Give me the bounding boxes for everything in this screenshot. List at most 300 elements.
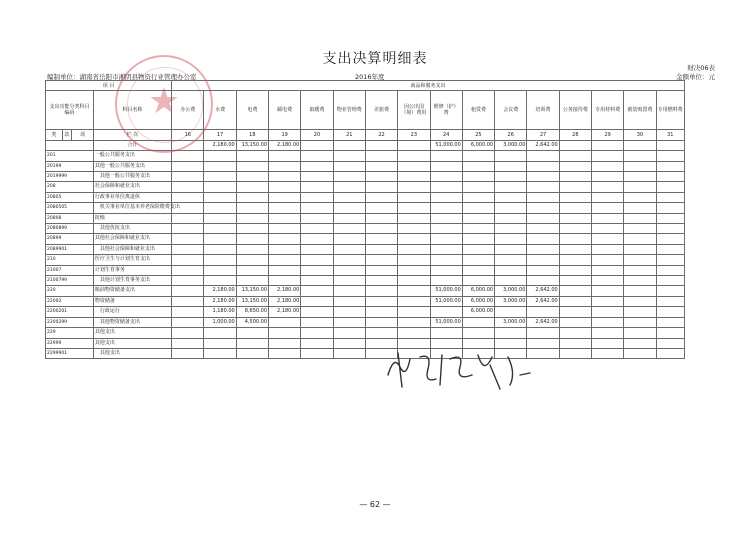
row-code: 2200299: [46, 317, 94, 327]
row-value: [333, 151, 365, 161]
row-value: 2,180.00: [204, 296, 236, 306]
col-num: 21: [333, 130, 365, 140]
row-value: [204, 224, 236, 234]
table-row: [46, 151, 685, 161]
col-num: 17: [204, 130, 236, 140]
table-row: [46, 213, 685, 223]
row-value: [527, 276, 559, 286]
row-value: [656, 265, 684, 275]
row-name: 其他支出: [93, 348, 171, 358]
header-kind: 类: [46, 130, 63, 140]
row-value: [365, 140, 397, 150]
col-num: 29: [591, 130, 623, 140]
row-value: [462, 276, 494, 286]
row-value: [430, 265, 462, 275]
row-value: 8,650.00: [236, 307, 268, 317]
row-name: 其他优抚支出: [93, 224, 171, 234]
row-value: [236, 224, 268, 234]
row-name: 其他一般公共服务支出: [93, 172, 171, 182]
row-value: [204, 234, 236, 244]
row-value: [333, 286, 365, 296]
row-value: [204, 276, 236, 286]
row-value: [591, 140, 623, 150]
row-value: [495, 265, 527, 275]
row-value: [172, 338, 204, 348]
row-value: [398, 172, 430, 182]
row-value: [365, 328, 397, 338]
row-value: [430, 192, 462, 202]
row-value: [430, 151, 462, 161]
row-value: [559, 317, 591, 327]
row-value: [624, 203, 656, 213]
row-value: [624, 151, 656, 161]
row-value: [333, 296, 365, 306]
row-value: [398, 161, 430, 171]
row-value: [591, 244, 623, 254]
row-value: [624, 172, 656, 182]
row-value: [462, 255, 494, 265]
row-value: [495, 307, 527, 317]
row-value: [269, 244, 301, 254]
row-value: [172, 234, 204, 244]
table-row: [46, 265, 685, 275]
row-value: [365, 317, 397, 327]
row-value: [301, 151, 333, 161]
row-value: [204, 213, 236, 223]
row-value: [527, 172, 559, 182]
row-value: [204, 244, 236, 254]
row-name: 机关事业单位基本养老保险缴费支出: [93, 203, 171, 213]
row-value: [204, 182, 236, 192]
row-value: [495, 234, 527, 244]
row-value: [398, 317, 430, 327]
row-value: [204, 151, 236, 161]
row-value: [301, 161, 333, 171]
row-code: 220: [46, 286, 94, 296]
row-value: [624, 244, 656, 254]
row-value: 2,642.00: [527, 296, 559, 306]
row-value: [269, 265, 301, 275]
row-value: [365, 161, 397, 171]
row-value: [365, 244, 397, 254]
row-value: [591, 296, 623, 306]
row-value: 51,000.00: [430, 286, 462, 296]
row-value: [559, 276, 591, 286]
row-value: [301, 328, 333, 338]
row-code: [46, 140, 94, 150]
table-row: [46, 192, 685, 202]
row-value: [495, 203, 527, 213]
row-code: 2019999: [46, 172, 94, 182]
row-value: [398, 224, 430, 234]
row-value: [624, 317, 656, 327]
row-name: 其他支出: [93, 338, 171, 348]
row-value: [591, 276, 623, 286]
row-value: [559, 296, 591, 306]
row-value: [624, 328, 656, 338]
header-c-meeting: 会议费: [495, 91, 527, 130]
row-value: [172, 151, 204, 161]
row-value: 6,000.00: [462, 286, 494, 296]
row-value: [527, 192, 559, 202]
row-value: [527, 265, 559, 275]
row-value: [591, 172, 623, 182]
row-value: [236, 203, 268, 213]
table-body: [46, 140, 685, 359]
row-code: 229: [46, 328, 94, 338]
row-value: [656, 348, 684, 358]
header-c-power: 电费: [236, 91, 268, 130]
row-value: [333, 338, 365, 348]
header-code: 支出功能分类科目编码: [46, 91, 94, 130]
row-value: [172, 224, 204, 234]
row-value: [172, 296, 204, 306]
row-value: [624, 348, 656, 358]
row-value: [301, 213, 333, 223]
row-value: [559, 348, 591, 358]
row-value: [462, 192, 494, 202]
row-value: [301, 348, 333, 358]
row-name: 其他社会保障和就业支出: [93, 234, 171, 244]
row-code: 2080899: [46, 224, 94, 234]
row-value: [559, 244, 591, 254]
row-value: [430, 203, 462, 213]
row-value: [591, 286, 623, 296]
row-value: [301, 307, 333, 317]
row-value: [172, 213, 204, 223]
row-value: [365, 296, 397, 306]
col-num: 20: [301, 130, 333, 140]
table-row: [46, 328, 685, 338]
row-value: [591, 348, 623, 358]
row-value: 2,180.00: [269, 286, 301, 296]
col-num: 18: [236, 130, 268, 140]
table-row: [46, 203, 685, 213]
row-value: [269, 224, 301, 234]
row-value: [236, 182, 268, 192]
row-value: [591, 224, 623, 234]
row-code: 2089901: [46, 244, 94, 254]
row-value: [236, 276, 268, 286]
row-value: [591, 182, 623, 192]
row-value: [333, 328, 365, 338]
row-value: [204, 161, 236, 171]
col-num: 23: [398, 130, 430, 140]
row-value: [333, 213, 365, 223]
row-value: [656, 328, 684, 338]
row-value: [204, 338, 236, 348]
header-goods: 商品和服务支出: [172, 81, 685, 91]
row-value: [172, 244, 204, 254]
row-value: [204, 192, 236, 202]
row-value: [591, 213, 623, 223]
row-value: [236, 192, 268, 202]
row-value: [333, 203, 365, 213]
row-value: [430, 276, 462, 286]
row-code: 201: [46, 151, 94, 161]
row-value: [269, 161, 301, 171]
header-c-abroad: 因公出国（境）费用: [398, 91, 430, 130]
row-value: [172, 255, 204, 265]
row-value: [430, 161, 462, 171]
row-value: [301, 265, 333, 275]
row-value: [333, 234, 365, 244]
row-name: 其他支出: [93, 328, 171, 338]
row-value: 2,180.00: [269, 307, 301, 317]
row-value: [462, 203, 494, 213]
col-num: 26: [495, 130, 527, 140]
row-value: [269, 151, 301, 161]
row-value: [559, 234, 591, 244]
doc-number: 财决06表: [687, 64, 715, 72]
row-value: [495, 224, 527, 234]
row-value: [462, 317, 494, 327]
row-value: [301, 224, 333, 234]
row-value: [365, 151, 397, 161]
table-row: [46, 182, 685, 192]
row-value: [333, 192, 365, 202]
row-value: 4,500.00: [236, 317, 268, 327]
unit-label: 编制单位：湖南省岳阳市湘阴县物资行业管理办公室: [47, 73, 197, 81]
col-num: 30: [624, 130, 656, 140]
row-value: [559, 307, 591, 317]
row-value: [559, 286, 591, 296]
row-value: [333, 307, 365, 317]
row-value: [656, 192, 684, 202]
row-value: 3,000.00: [495, 317, 527, 327]
row-value: [559, 182, 591, 192]
table-row: [46, 317, 685, 327]
row-value: [301, 182, 333, 192]
row-code: 2080505: [46, 203, 94, 213]
row-value: [333, 140, 365, 150]
row-value: [301, 255, 333, 265]
row-value: [333, 224, 365, 234]
row-value: [559, 192, 591, 202]
col-num: 19: [269, 130, 301, 140]
row-value: [172, 348, 204, 358]
row-value: [301, 286, 333, 296]
row-code: 2200201: [46, 307, 94, 317]
row-value: [269, 203, 301, 213]
col-num: 28: [559, 130, 591, 140]
row-name: 合计: [93, 140, 171, 150]
row-value: 51,000.00: [430, 296, 462, 306]
row-value: [172, 317, 204, 327]
row-value: 6,000.00: [462, 296, 494, 306]
amount-unit: 金额单位：元: [676, 73, 715, 81]
row-value: [462, 265, 494, 275]
row-value: [559, 255, 591, 265]
row-value: [462, 161, 494, 171]
row-value: [204, 265, 236, 275]
row-value: [365, 213, 397, 223]
row-value: 2,642.00: [527, 286, 559, 296]
row-value: [527, 234, 559, 244]
row-value: [204, 328, 236, 338]
row-name: 社会保障和就业支出: [93, 182, 171, 192]
row-value: [172, 328, 204, 338]
row-value: [236, 161, 268, 171]
row-value: 6,000.00: [462, 307, 494, 317]
row-value: 2,180.00: [269, 296, 301, 306]
row-value: [656, 286, 684, 296]
row-value: [559, 151, 591, 161]
header-c-reception: 公务接待费: [559, 91, 591, 130]
page-number: — 62 —: [359, 500, 391, 509]
table-row: [46, 224, 685, 234]
row-value: [495, 255, 527, 265]
row-value: [269, 348, 301, 358]
row-value: [624, 213, 656, 223]
row-value: [624, 286, 656, 296]
header-item-level: 项: [72, 130, 94, 140]
header-c-water: 水费: [204, 91, 236, 130]
row-value: 6,000.00: [462, 140, 494, 150]
row-value: [365, 234, 397, 244]
col-num: 27: [527, 130, 559, 140]
row-code: 21007: [46, 265, 94, 275]
row-value: [365, 182, 397, 192]
row-value: [656, 203, 684, 213]
row-value: [204, 255, 236, 265]
row-value: [236, 255, 268, 265]
row-value: 3,000.00: [495, 140, 527, 150]
row-name: 一般公共服务支出: [93, 151, 171, 161]
row-value: [624, 140, 656, 150]
row-value: [527, 255, 559, 265]
row-value: [527, 328, 559, 338]
table-row: [46, 255, 685, 265]
row-value: [333, 348, 365, 358]
row-value: [656, 255, 684, 265]
row-value: [301, 317, 333, 327]
row-value: [624, 161, 656, 171]
row-value: [269, 213, 301, 223]
row-value: [591, 161, 623, 171]
row-value: [495, 182, 527, 192]
row-value: [559, 265, 591, 275]
row-value: [204, 172, 236, 182]
table-row: [46, 234, 685, 244]
year-label: 2016年度: [355, 73, 385, 81]
row-value: [656, 151, 684, 161]
row-value: [495, 276, 527, 286]
row-value: [591, 328, 623, 338]
header-c-rent: 租赁费: [462, 91, 494, 130]
row-value: [398, 276, 430, 286]
row-value: [430, 224, 462, 234]
row-value: 1,000.00: [204, 317, 236, 327]
row-value: [365, 192, 397, 202]
table-row: [46, 307, 685, 317]
row-value: [527, 307, 559, 317]
row-code: 210: [46, 255, 94, 265]
row-value: [527, 151, 559, 161]
row-value: [236, 265, 268, 275]
row-value: [236, 213, 268, 223]
row-value: [462, 213, 494, 223]
row-value: [172, 172, 204, 182]
header-c-repair: 维修（护）费: [430, 91, 462, 130]
row-value: [462, 224, 494, 234]
row-value: [656, 234, 684, 244]
row-value: [333, 244, 365, 254]
row-name: 行政事业单位离退休: [93, 192, 171, 202]
table-row: [46, 338, 685, 348]
col-num: 25: [462, 130, 494, 140]
row-value: [236, 348, 268, 358]
row-value: [333, 172, 365, 182]
row-value: [269, 192, 301, 202]
row-value: [591, 265, 623, 275]
row-value: [559, 328, 591, 338]
row-value: [462, 182, 494, 192]
row-value: [333, 182, 365, 192]
row-value: [236, 234, 268, 244]
row-name: 物资储备: [93, 296, 171, 306]
header-c-uniform: 被装购置费: [624, 91, 656, 130]
row-value: [559, 224, 591, 234]
row-value: [559, 203, 591, 213]
row-code: 20808: [46, 213, 94, 223]
row-code: 2299901: [46, 348, 94, 358]
row-value: 2,642.00: [527, 140, 559, 150]
header-c-property: 物业管理费: [333, 91, 365, 130]
row-value: [236, 244, 268, 254]
row-value: [527, 224, 559, 234]
row-code: 20199: [46, 161, 94, 171]
row-value: [430, 255, 462, 265]
row-code: 20805: [46, 192, 94, 202]
header-section: 款: [62, 130, 71, 140]
row-value: [269, 276, 301, 286]
row-value: [398, 203, 430, 213]
row-value: [430, 213, 462, 223]
row-value: [172, 265, 204, 275]
row-code: 2100799: [46, 276, 94, 286]
row-value: [365, 203, 397, 213]
row-value: [430, 172, 462, 182]
row-value: [462, 172, 494, 182]
table-row: [46, 296, 685, 306]
row-value: [365, 265, 397, 275]
row-value: [172, 161, 204, 171]
row-value: [624, 255, 656, 265]
table-row: [46, 244, 685, 254]
row-value: [591, 151, 623, 161]
row-value: [398, 192, 430, 202]
row-value: [656, 213, 684, 223]
table-row: [46, 286, 685, 296]
row-value: [591, 234, 623, 244]
row-value: [301, 192, 333, 202]
row-value: [624, 234, 656, 244]
row-value: [398, 255, 430, 265]
row-name: 抚恤: [93, 213, 171, 223]
row-value: [495, 151, 527, 161]
row-value: [591, 203, 623, 213]
row-value: [365, 286, 397, 296]
row-value: [462, 244, 494, 254]
row-value: [559, 172, 591, 182]
row-value: [495, 213, 527, 223]
row-value: [656, 276, 684, 286]
table-row: [46, 276, 685, 286]
row-value: [172, 286, 204, 296]
row-value: [495, 172, 527, 182]
row-value: [430, 234, 462, 244]
